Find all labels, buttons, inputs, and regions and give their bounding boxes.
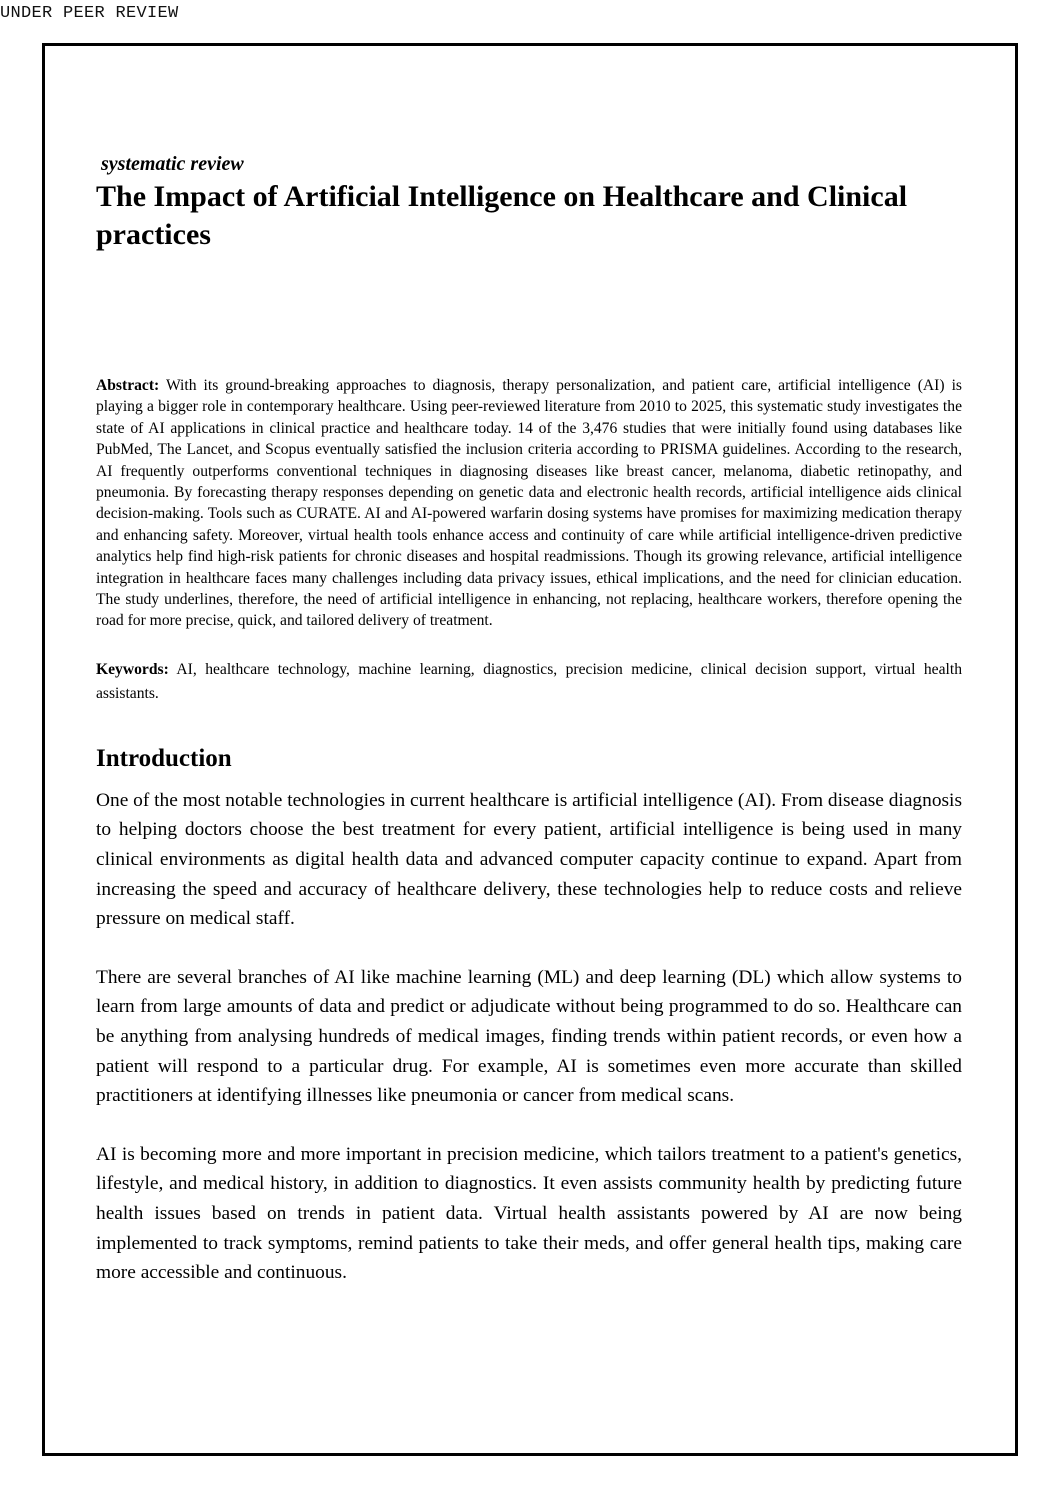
peer-review-watermark: UNDER PEER REVIEW	[0, 4, 179, 23]
introduction-section	[96, 744, 962, 1288]
keywords-text: AI, healthcare technology, machine learning, diagnostics, precision medicine, clinical decision support, virtual health assistants.	[96, 660, 962, 702]
paragraph: One of the most notable technologies in current healthcare is artificial intelligence (AI). From disease diagnosis to helping doctors choose the best treatment for every patient, artificial intelligence is being used in many clinical environments as digital health data and advanced computer capacity continue to expand. Apart from increasing the speed and accuracy of healthcare delivery, these technologies help to reduce costs and relieve pressure on medical staff.	[96, 789, 962, 930]
abstract-block	[96, 375, 962, 632]
article-type-label: systematic review	[101, 153, 244, 175]
keywords-label: Keywords:	[96, 660, 169, 678]
keywords-block	[96, 658, 962, 706]
section-heading-introduction: Introduction	[96, 744, 232, 772]
paragraph: There are several branches of AI like machine learning (ML) and deep learning (DL) which allow systems to learn from large amounts of data and predict or adjudicate without being programmed to do so. Healthcare can be anything from analysing hundreds of medical images, finding trends within patient records, or even how a patient will respond to a particular drug. For example, AI is sometimes even more accurate than skilled practitioners at identifying illnesses like pneumonia or cancer from medical scans.	[96, 966, 962, 1107]
article-title: The Impact of Artificial Intelligence on Healthcare and Clinical practices	[96, 180, 908, 251]
paragraph: AI is becoming more and more important in precision medicine, which tailors treatment to a patient's genetics, lifestyle, and medical history, in addition to diagnostics. It even assists community health by predicting future health issues based on trends in patient data. Virtual health assistants powered by AI are now being implemented to track symptoms, remind patients to take their meds, and offer general health tips, making care more accessible and continuous.	[96, 1143, 962, 1284]
abstract-text: With its ground-breaking approaches to diagnosis, therapy personalization, and patient care, artificial intelligence (AI) is playing a bigger role in contemporary healthcare. Using peer-reviewed literature from 2010 to 2025, this systematic study investigates the state of AI applications in clinical practice and healthcare today. 14 of the 3,476 studies that were initially found using databases like PubMed, The Lancet, and Scopus eventually satisfied the inclusion criteria according to PRISMA guidelines. According to the research, AI frequently outperforms conventional techniques in diagnosing diseases like breast cancer, melanoma, diabetic retinopathy, and pneumonia. By forecasting therapy responses depending on genetic data and electronic health records, artificial intelligence aids clinical decision-making. Tools such as CURATE. AI and AI-powered warfarin dosing systems have promises for maximizing medication therapy and enhancing safety. Moreover, virtual health tools enhance access and continuity of care while artificial intelligence-driven predictive analytics help find high-risk patients for chronic diseases and hospital readmissions. Though its growing relevance, artificial intelligence integration in healthcare faces many challenges including data privacy issues, ethical implications, and the need for clinician education. The study underlines, therefore, the need of artificial intelligence in enhancing, not replacing, healthcare workers, therefore opening the road for more precise, quick, and tailored delivery of treatment.	[96, 377, 962, 630]
abstract-label: Abstract:	[96, 377, 160, 394]
article-body	[96, 150, 962, 1317]
